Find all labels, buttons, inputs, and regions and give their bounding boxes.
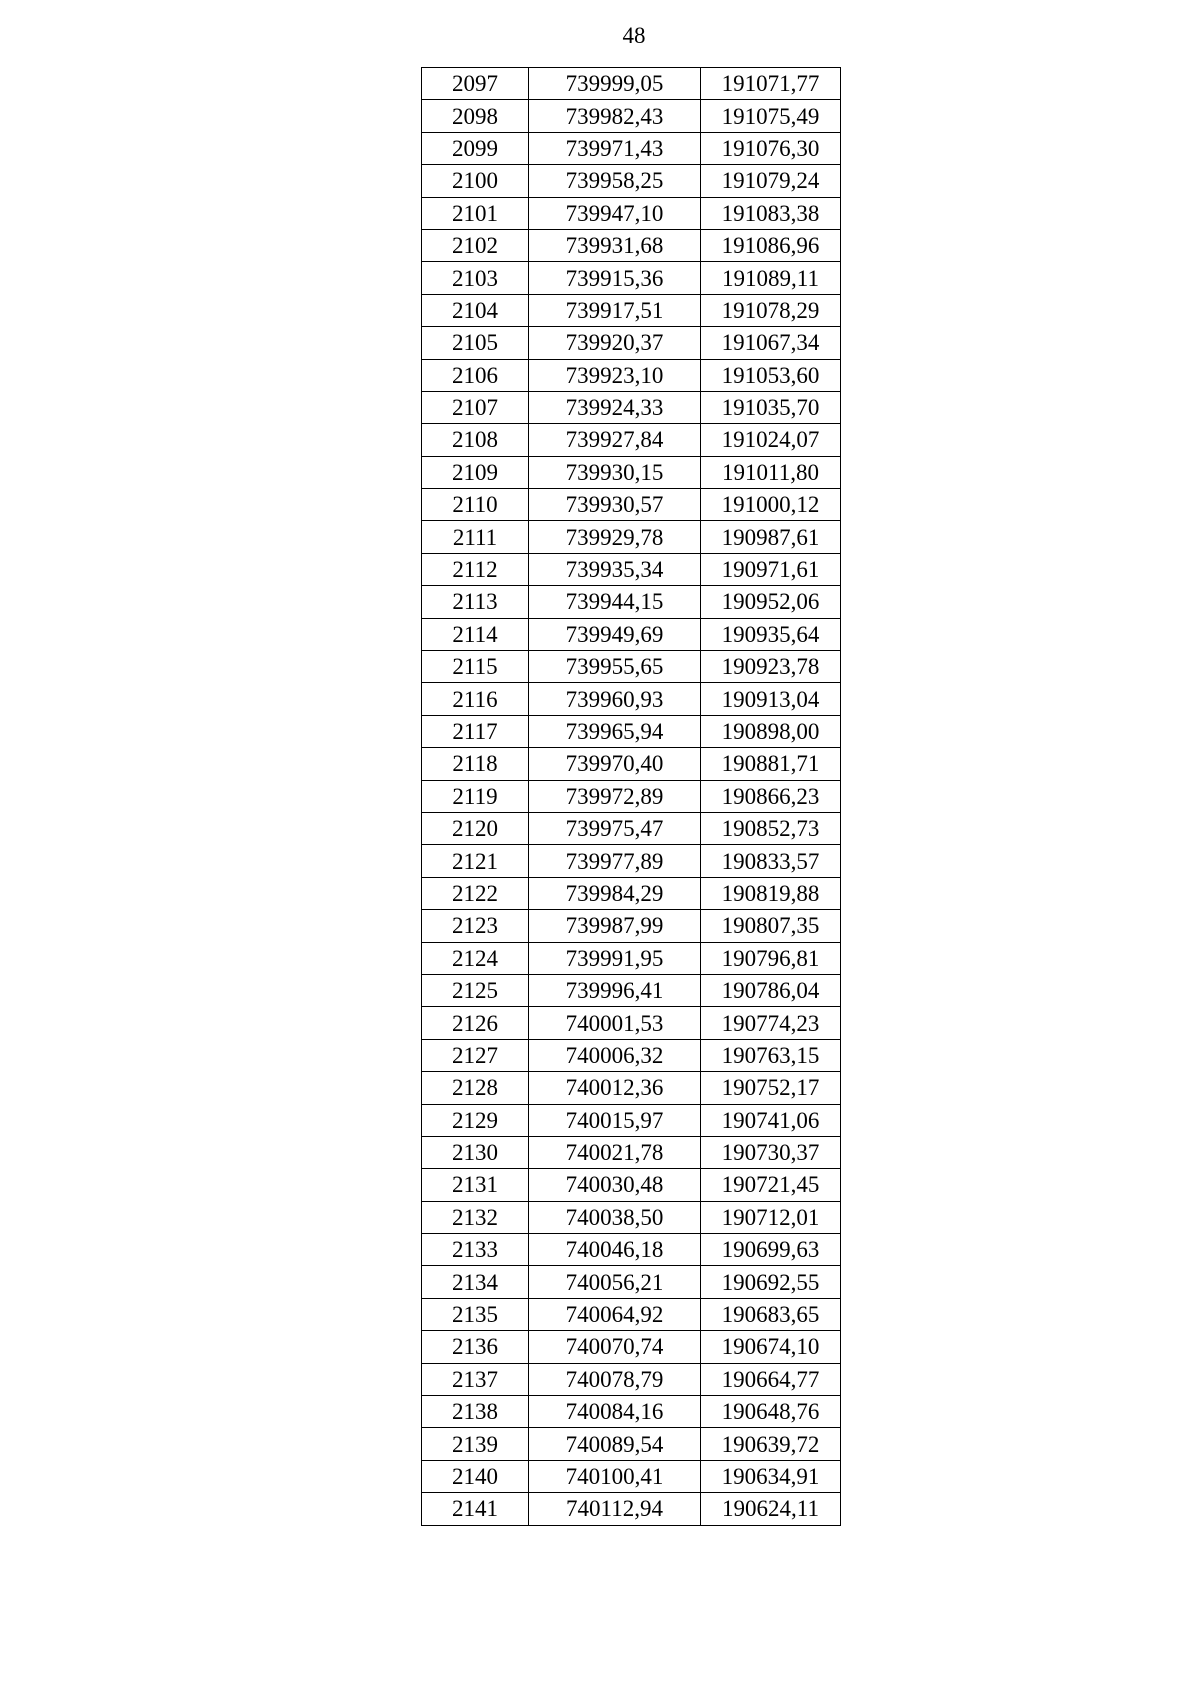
y-coordinate-cell: 191083,38 xyxy=(701,197,841,229)
y-coordinate-cell: 190674,10 xyxy=(701,1331,841,1363)
x-coordinate-cell: 739972,89 xyxy=(529,780,701,812)
point-number-cell: 2117 xyxy=(422,715,529,747)
y-coordinate-cell: 190987,61 xyxy=(701,521,841,553)
y-coordinate-cell: 190741,06 xyxy=(701,1104,841,1136)
table-row xyxy=(422,1169,841,1201)
table-row xyxy=(422,780,841,812)
x-coordinate-cell: 740038,50 xyxy=(529,1201,701,1233)
table-row xyxy=(422,618,841,650)
point-number-cell: 2131 xyxy=(422,1169,529,1201)
x-coordinate-cell: 739960,93 xyxy=(529,683,701,715)
point-number-cell: 2139 xyxy=(422,1428,529,1460)
x-coordinate-cell: 739923,10 xyxy=(529,359,701,391)
y-coordinate-cell: 190935,64 xyxy=(701,618,841,650)
y-coordinate-cell: 191089,11 xyxy=(701,262,841,294)
y-coordinate-cell: 191071,77 xyxy=(701,68,841,100)
point-number-cell: 2097 xyxy=(422,68,529,100)
x-coordinate-cell: 740078,79 xyxy=(529,1363,701,1395)
x-coordinate-cell: 740015,97 xyxy=(529,1104,701,1136)
point-number-cell: 2125 xyxy=(422,974,529,1006)
table-row xyxy=(422,1136,841,1168)
table-row xyxy=(422,651,841,683)
point-number-cell: 2110 xyxy=(422,489,529,521)
point-number-cell: 2100 xyxy=(422,165,529,197)
table-row xyxy=(422,1298,841,1330)
x-coordinate-cell: 739996,41 xyxy=(529,974,701,1006)
x-coordinate-cell: 740084,16 xyxy=(529,1396,701,1428)
point-number-cell: 2118 xyxy=(422,748,529,780)
table-row xyxy=(422,910,841,942)
point-number-cell: 2115 xyxy=(422,651,529,683)
y-coordinate-cell: 191078,29 xyxy=(701,294,841,326)
y-coordinate-cell: 190639,72 xyxy=(701,1428,841,1460)
y-coordinate-cell: 190807,35 xyxy=(701,910,841,942)
table-row xyxy=(422,1266,841,1298)
table-row xyxy=(422,586,841,618)
point-number-cell: 2133 xyxy=(422,1234,529,1266)
table-row xyxy=(422,1234,841,1266)
table-row xyxy=(422,974,841,1006)
y-coordinate-cell: 191076,30 xyxy=(701,132,841,164)
x-coordinate-cell: 739930,57 xyxy=(529,489,701,521)
table-row xyxy=(422,165,841,197)
point-number-cell: 2138 xyxy=(422,1396,529,1428)
point-number-cell: 2128 xyxy=(422,1072,529,1104)
x-coordinate-cell: 740001,53 xyxy=(529,1007,701,1039)
point-number-cell: 2108 xyxy=(422,424,529,456)
table-row xyxy=(422,1007,841,1039)
table-body xyxy=(422,68,841,1526)
x-coordinate-cell: 739970,40 xyxy=(529,748,701,780)
table-row xyxy=(422,100,841,132)
point-number-cell: 2107 xyxy=(422,391,529,423)
table-row xyxy=(422,683,841,715)
x-coordinate-cell: 739999,05 xyxy=(529,68,701,100)
y-coordinate-cell: 190819,88 xyxy=(701,877,841,909)
x-coordinate-cell: 739920,37 xyxy=(529,327,701,359)
point-number-cell: 2140 xyxy=(422,1460,529,1492)
x-coordinate-cell: 739947,10 xyxy=(529,197,701,229)
page-number: 48 xyxy=(622,23,646,48)
x-coordinate-cell: 739965,94 xyxy=(529,715,701,747)
table-row xyxy=(422,845,841,877)
table-row xyxy=(422,1428,841,1460)
table-row xyxy=(422,1104,841,1136)
point-number-cell: 2119 xyxy=(422,780,529,812)
x-coordinate-cell: 739955,65 xyxy=(529,651,701,683)
point-number-cell: 2135 xyxy=(422,1298,529,1330)
point-number-cell: 2105 xyxy=(422,327,529,359)
x-coordinate-cell: 739924,33 xyxy=(529,391,701,423)
table-row xyxy=(422,942,841,974)
table-row xyxy=(422,327,841,359)
table-row xyxy=(422,1493,841,1525)
x-coordinate-cell: 739984,29 xyxy=(529,877,701,909)
y-coordinate-cell: 190952,06 xyxy=(701,586,841,618)
x-coordinate-cell: 740089,54 xyxy=(529,1428,701,1460)
y-coordinate-cell: 190898,00 xyxy=(701,715,841,747)
table-row xyxy=(422,1072,841,1104)
y-coordinate-cell: 190664,77 xyxy=(701,1363,841,1395)
x-coordinate-cell: 739930,15 xyxy=(529,456,701,488)
point-number-cell: 2141 xyxy=(422,1493,529,1525)
x-coordinate-cell: 739977,89 xyxy=(529,845,701,877)
x-coordinate-cell: 739944,15 xyxy=(529,586,701,618)
y-coordinate-cell: 190833,57 xyxy=(701,845,841,877)
coordinates-table xyxy=(421,67,841,1526)
table-row xyxy=(422,1460,841,1492)
point-number-cell: 2137 xyxy=(422,1363,529,1395)
y-coordinate-cell: 190634,91 xyxy=(701,1460,841,1492)
point-number-cell: 2101 xyxy=(422,197,529,229)
x-coordinate-cell: 740070,74 xyxy=(529,1331,701,1363)
y-coordinate-cell: 190752,17 xyxy=(701,1072,841,1104)
y-coordinate-cell: 190712,01 xyxy=(701,1201,841,1233)
point-number-cell: 2109 xyxy=(422,456,529,488)
x-coordinate-cell: 739927,84 xyxy=(529,424,701,456)
x-coordinate-cell: 739971,43 xyxy=(529,132,701,164)
y-coordinate-cell: 190699,63 xyxy=(701,1234,841,1266)
x-coordinate-cell: 740064,92 xyxy=(529,1298,701,1330)
y-coordinate-cell: 190763,15 xyxy=(701,1039,841,1071)
y-coordinate-cell: 190881,71 xyxy=(701,748,841,780)
y-coordinate-cell: 191067,34 xyxy=(701,327,841,359)
x-coordinate-cell: 739975,47 xyxy=(529,812,701,844)
x-coordinate-cell: 740012,36 xyxy=(529,1072,701,1104)
y-coordinate-cell: 191075,49 xyxy=(701,100,841,132)
table-row xyxy=(422,197,841,229)
table-row xyxy=(422,748,841,780)
table-row xyxy=(422,489,841,521)
y-coordinate-cell: 191000,12 xyxy=(701,489,841,521)
y-coordinate-cell: 190648,76 xyxy=(701,1396,841,1428)
x-coordinate-cell: 739935,34 xyxy=(529,553,701,585)
y-coordinate-cell: 190730,37 xyxy=(701,1136,841,1168)
point-number-cell: 2112 xyxy=(422,553,529,585)
point-number-cell: 2123 xyxy=(422,910,529,942)
table-row xyxy=(422,456,841,488)
y-coordinate-cell: 190913,04 xyxy=(701,683,841,715)
x-coordinate-cell: 740056,21 xyxy=(529,1266,701,1298)
point-number-cell: 2103 xyxy=(422,262,529,294)
y-coordinate-cell: 190624,11 xyxy=(701,1493,841,1525)
point-number-cell: 2120 xyxy=(422,812,529,844)
x-coordinate-cell: 739929,78 xyxy=(529,521,701,553)
point-number-cell: 2124 xyxy=(422,942,529,974)
point-number-cell: 2132 xyxy=(422,1201,529,1233)
y-coordinate-cell: 190971,61 xyxy=(701,553,841,585)
x-coordinate-cell: 739915,36 xyxy=(529,262,701,294)
point-number-cell: 2129 xyxy=(422,1104,529,1136)
point-number-cell: 2122 xyxy=(422,877,529,909)
table-row xyxy=(422,553,841,585)
table-row xyxy=(422,1396,841,1428)
x-coordinate-cell: 739958,25 xyxy=(529,165,701,197)
y-coordinate-cell: 190866,23 xyxy=(701,780,841,812)
table-row xyxy=(422,391,841,423)
y-coordinate-cell: 190923,78 xyxy=(701,651,841,683)
y-coordinate-cell: 191011,80 xyxy=(701,456,841,488)
x-coordinate-cell: 740046,18 xyxy=(529,1234,701,1266)
y-coordinate-cell: 190796,81 xyxy=(701,942,841,974)
point-number-cell: 2121 xyxy=(422,845,529,877)
x-coordinate-cell: 739949,69 xyxy=(529,618,701,650)
table-row xyxy=(422,1331,841,1363)
point-number-cell: 2102 xyxy=(422,229,529,261)
point-number-cell: 2126 xyxy=(422,1007,529,1039)
table-row xyxy=(422,359,841,391)
point-number-cell: 2116 xyxy=(422,683,529,715)
y-coordinate-cell: 190786,04 xyxy=(701,974,841,1006)
table-row xyxy=(422,1201,841,1233)
y-coordinate-cell: 190852,73 xyxy=(701,812,841,844)
point-number-cell: 2106 xyxy=(422,359,529,391)
table-row xyxy=(422,812,841,844)
point-number-cell: 2111 xyxy=(422,521,529,553)
x-coordinate-cell: 739991,95 xyxy=(529,942,701,974)
table-row xyxy=(422,68,841,100)
table-row xyxy=(422,294,841,326)
x-coordinate-cell: 740021,78 xyxy=(529,1136,701,1168)
point-number-cell: 2136 xyxy=(422,1331,529,1363)
point-number-cell: 2104 xyxy=(422,294,529,326)
point-number-cell: 2113 xyxy=(422,586,529,618)
x-coordinate-cell: 739931,68 xyxy=(529,229,701,261)
y-coordinate-cell: 190721,45 xyxy=(701,1169,841,1201)
table-row xyxy=(422,715,841,747)
x-coordinate-cell: 739982,43 xyxy=(529,100,701,132)
y-coordinate-cell: 191035,70 xyxy=(701,391,841,423)
x-coordinate-cell: 740100,41 xyxy=(529,1460,701,1492)
x-coordinate-cell: 739987,99 xyxy=(529,910,701,942)
table-row xyxy=(422,877,841,909)
point-number-cell: 2134 xyxy=(422,1266,529,1298)
x-coordinate-cell: 740006,32 xyxy=(529,1039,701,1071)
point-number-cell: 2127 xyxy=(422,1039,529,1071)
x-coordinate-cell: 739917,51 xyxy=(529,294,701,326)
table-row xyxy=(422,521,841,553)
table-row xyxy=(422,1039,841,1071)
y-coordinate-cell: 190774,23 xyxy=(701,1007,841,1039)
point-number-cell: 2114 xyxy=(422,618,529,650)
y-coordinate-cell: 191079,24 xyxy=(701,165,841,197)
table-row xyxy=(422,424,841,456)
point-number-cell: 2098 xyxy=(422,100,529,132)
y-coordinate-cell: 191053,60 xyxy=(701,359,841,391)
x-coordinate-cell: 740030,48 xyxy=(529,1169,701,1201)
point-number-cell: 2099 xyxy=(422,132,529,164)
y-coordinate-cell: 191024,07 xyxy=(701,424,841,456)
x-coordinate-cell: 740112,94 xyxy=(529,1493,701,1525)
table-row xyxy=(422,229,841,261)
table-row xyxy=(422,132,841,164)
table-row xyxy=(422,262,841,294)
point-number-cell: 2130 xyxy=(422,1136,529,1168)
y-coordinate-cell: 191086,96 xyxy=(701,229,841,261)
y-coordinate-cell: 190683,65 xyxy=(701,1298,841,1330)
y-coordinate-cell: 190692,55 xyxy=(701,1266,841,1298)
table-row xyxy=(422,1363,841,1395)
